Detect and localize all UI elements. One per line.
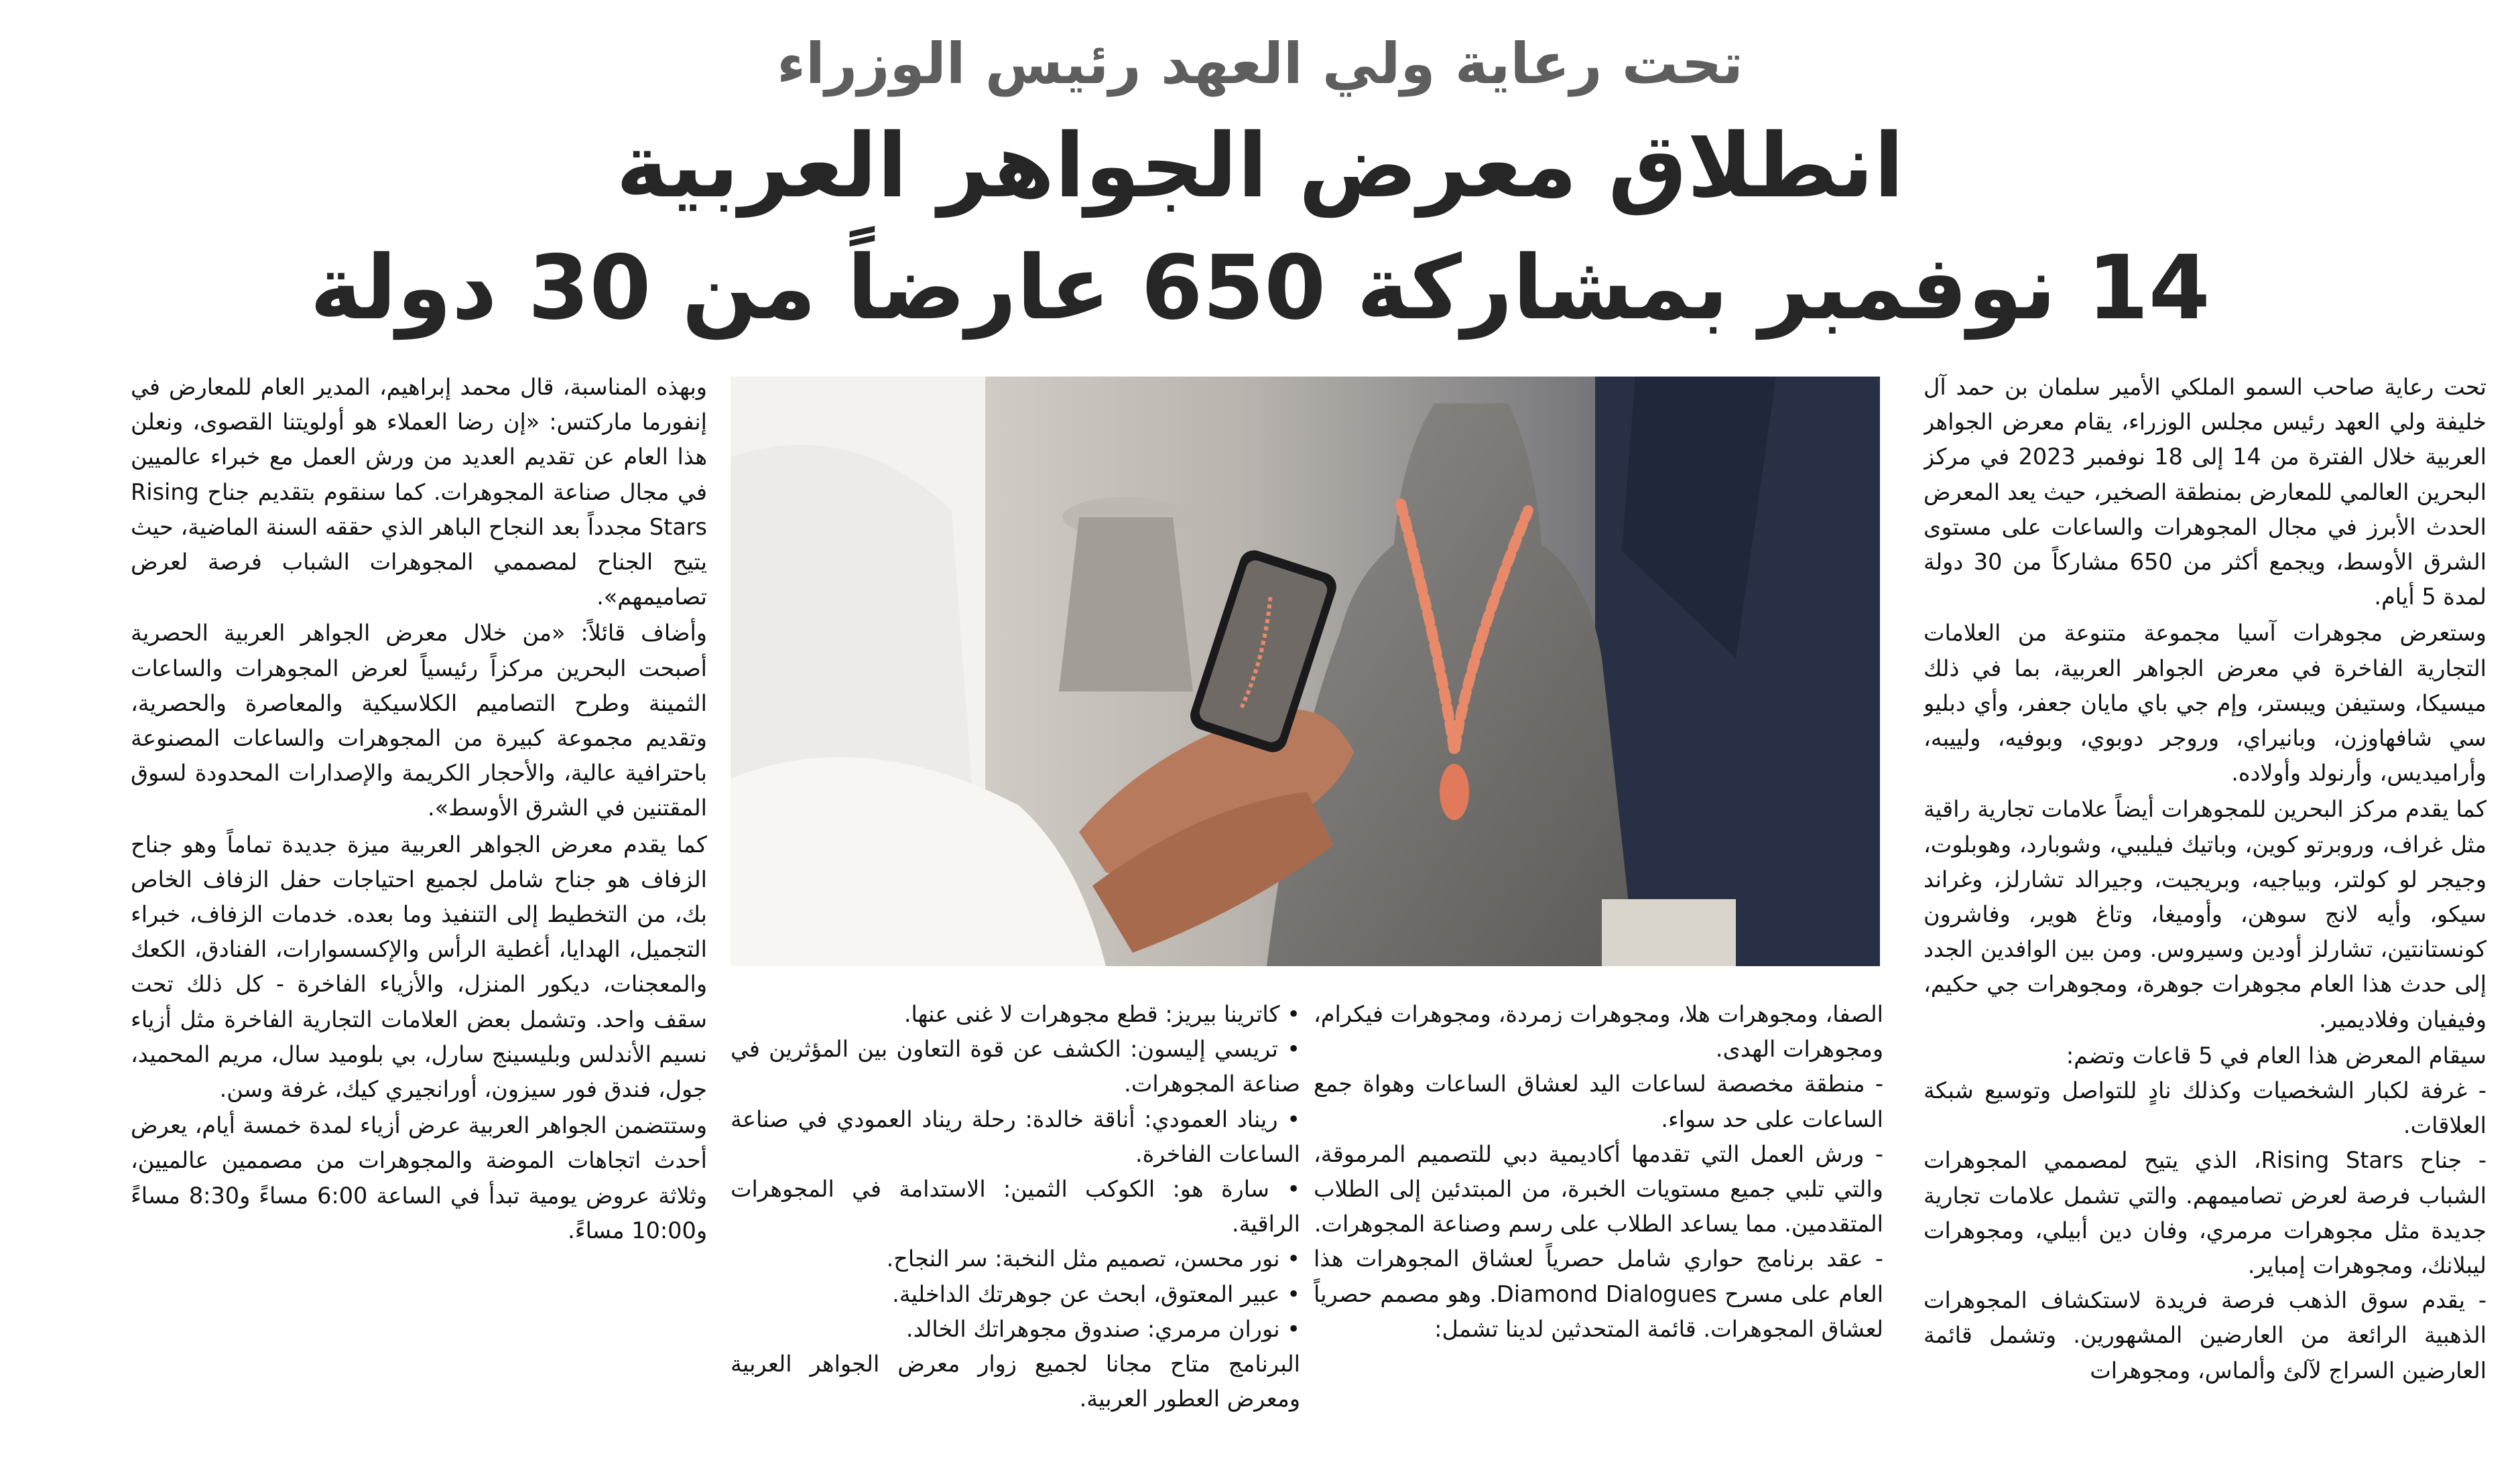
list-item: • نور محسن، تصميم مثل النخبة: سر النجاح. bbox=[886, 1246, 1300, 1272]
paragraph: وبهذه المناسبة، قال محمد إبراهيم، المدير العام للمعارض في إنفورما ماركتس: «إن رضا العملاء هو أولويتنا القصوى، ونعلن هذا العام عن تقديم العديد من ورش العمل مع خبراء عالميين في مجال صناعة المجوهرات. كما سنقوم بتقديم جناح Rising Stars مجدداً بعد النجاح الباهر الذي حققه السنة الماضية، حيث يتيح الجناح لمصممي المجوهرات الشباب فرصة لعرض تصاميمهم». bbox=[131, 374, 707, 610]
list-item: - منطقة مخصصة لساعات اليد لعشاق الساعات وهواة جمع الساعات على حد سواء. bbox=[1314, 1071, 1883, 1132]
list-item: - جناح Rising Stars، الذي يتيح لمصممي المجوهرات الشباب فرصة لعرض تصاميمهم. والتي تشمل علامات تجارية جديدة مثل مجوهرات مرمري، وفان دين أبيلي، ومجوهرات ليبلانك، ومجوهرات إمباير. bbox=[1924, 1147, 2486, 1279]
list-item: • كاترينا بيريز: قطع مجوهرات لا غنى عنها. bbox=[903, 1001, 1300, 1027]
list-item: • عبير المعتوق، ابحث عن جوهرتك الداخلية. bbox=[892, 1280, 1300, 1307]
article-photo bbox=[731, 377, 1880, 966]
article-column-middle-right bbox=[1314, 997, 1883, 1466]
headline-line-1: انطلاق معرض الجواهر العربية bbox=[616, 115, 1904, 218]
article-column-middle-left bbox=[731, 997, 1300, 1466]
list-item: • تريسي إليسون: الكشف عن قوة التعاون بين المؤثرين في صناعة المجوهرات. bbox=[731, 1036, 1300, 1097]
list-item: - عقد برنامج حواري شامل حصرياً لعشاق المجوهرات هذا العام على مسرح Diamond Dialogues. وهو مصمم حصرياً لعشاق المجوهرات. قائمة المتحدثين لدينا تشمل: bbox=[1314, 1246, 1883, 1342]
paragraph: سيقام المعرض هذا العام في 5 قاعات وتضم: bbox=[2066, 1042, 2486, 1069]
list-item: • نوران مرمري: صندوق مجوهراتك الخالد. bbox=[905, 1315, 1300, 1342]
paragraph: كما يقدم معرض الجواهر العربية ميزة جديدة تماماً وهو جناح الزفاف هو جناح شامل لجميع احتياجات حفل الزفاف الخاص بك، من التخطيط إلى التنفيذ وما بعده. خدمات الزفاف، خبراء التجميل، الهدايا، أغطية الرأس والإكسسوارات، الفنادق، الكعك والمعجنات، ديكور المنزل، والأزياء الفاخرة - كل ذلك تحت سقف واحد. وتشمل بعض العلامات التجارية الفاخرة مثل أزياء نسيم الأندلس وبليسينج سارل، بي بلوميد سال، مريم المحميد، جول، فندق فور سيزون، أورانجيري كيك، غرفة وسن. bbox=[131, 831, 707, 1103]
paragraph: كما يقدم مركز البحرين للمجوهرات أيضاً علامات تجارية راقية مثل غراف، وروبرتو كوين، وباتيك فيليبي، وشوبارد، وهوبلوت، وجيجر لو كولتر، وبياجيه، وبريجيت، وجيرالد تشارلز، وغراند سيكو، وأيه لانج سوهن، وأوميغا، وتاغ هوير، وفاشرون كونستانتين، تشارلز أودين وسيروس. ومن بين الوافدين الجدد إلى حدث هذا العام مجوهرات جوهرة، ومجوهرات جي حكيم، وفيفيان وفلاديمير. bbox=[1924, 796, 2486, 1032]
paragraph: وأضاف قائلاً: «من خلال معرض الجواهر العربية الحصرية أصبحت البحرين مركزاً رئيسياً لعرض المجوهرات والساعات الثمينة وطرح التصاميم الكلاسيكية والمعاصرة والحصرية، وتقديم مجموعة كبيرة من المجوهرات والساعات المصنوعة باحترافية عالية، والأحجار الكريمة والإصدارات المحدودة لسوق المقتنين في الشرق الأوسط». bbox=[131, 620, 707, 821]
paragraph: وستتضمن الجواهر العربية عرض أزياء لمدة خمسة أيام، يعرض أحدث اتجاهات الموضة والمجوهرات من مصممين عالميين، وثلاثة عروض يومية تبدأ في الساعة 6:00 مساءً و8:30 مساءً و10:00 مساءً. bbox=[131, 1112, 707, 1244]
jewelry-photo-illustration bbox=[731, 377, 1880, 966]
list-item: - ورش العمل التي تقدمها أكاديمية دبي للتصميم المرموقة، والتي تلبي جميع مستويات الخبرة، من المبتدئين إلى الطلاب المتقدمين. مما يساعد الطلاب على رسم وصناعة المجوهرات. bbox=[1314, 1140, 1883, 1238]
list-item: • سارة هو: الكوكب الثمين: الاستدامة في المجوهرات الراقية. bbox=[731, 1176, 1300, 1238]
list-item: • ريناد العمودي: أناقة خالدة: رحلة ريناد العمودي في صناعة الساعات الفاخرة. bbox=[731, 1106, 1300, 1167]
kicker: تحت رعاية ولي العهد رئيس الوزراء bbox=[777, 31, 1743, 96]
list-item: - غرفة لكبار الشخصيات وكذلك نادٍ للتواصل وتوسيع شبكة العلاقات. bbox=[1924, 1077, 2486, 1139]
article-column-left bbox=[131, 370, 707, 1462]
paragraph: الصفا، ومجوهرات هلا، ومجوهرات زمردة، ومجوهرات فيكرام، ومجوهرات الهدى. bbox=[1314, 1001, 1883, 1063]
paragraph: البرنامج متاح مجانا لجميع زوار معرض الجواهر العربية ومعرض العطور العربية. bbox=[731, 1351, 1300, 1412]
headline-line-2: 14 نوفمبر بمشاركة 650 عارضاً من 30 دولة bbox=[310, 237, 2210, 340]
paragraph: تحت رعاية صاحب السمو الملكي الأمير سلمان بن حمد آل خليفة ولي العهد رئيس مجلس الوزراء، يقام معرض الجواهر العربية خلال الفترة من 14 إلى 18 نوفمبر 2023 في مركز البحرين العالمي للمعارض بمنطقة الصخير، حيث يعد المعرض الحدث الأبرز في مجال المجوهرات والساعات على مستوى الشرق الأوسط، ويجمع أكثر من 650 مشاركاً من 30 دولة لمدة 5 أيام. bbox=[1924, 374, 2486, 610]
paragraph: وستعرض مجوهرات آسيا مجموعة متنوعة من العلامات التجارية الفاخرة في معرض الجواهر العربية، بما في ذلك ميسيكا، وستيفن ويبستر، وإم جي باي مايان جعفر، وأي دبليو سي شافهاوزن، وبانيراي، وروجر دوبوي، وبوفيه، ولييبه، وأراميديس، وأرنولد وأولاده. bbox=[1924, 620, 2486, 787]
list-item: - يقدم سوق الذهب فرصة فريدة لاستكشاف المجوهرات الذهبية الرائعة من العارضين المشهورين. وتشمل قائمة العارضين السراج لآلئ وألماس، ومجوهرات bbox=[1924, 1287, 2486, 1384]
article-column-right bbox=[1924, 370, 2486, 1462]
